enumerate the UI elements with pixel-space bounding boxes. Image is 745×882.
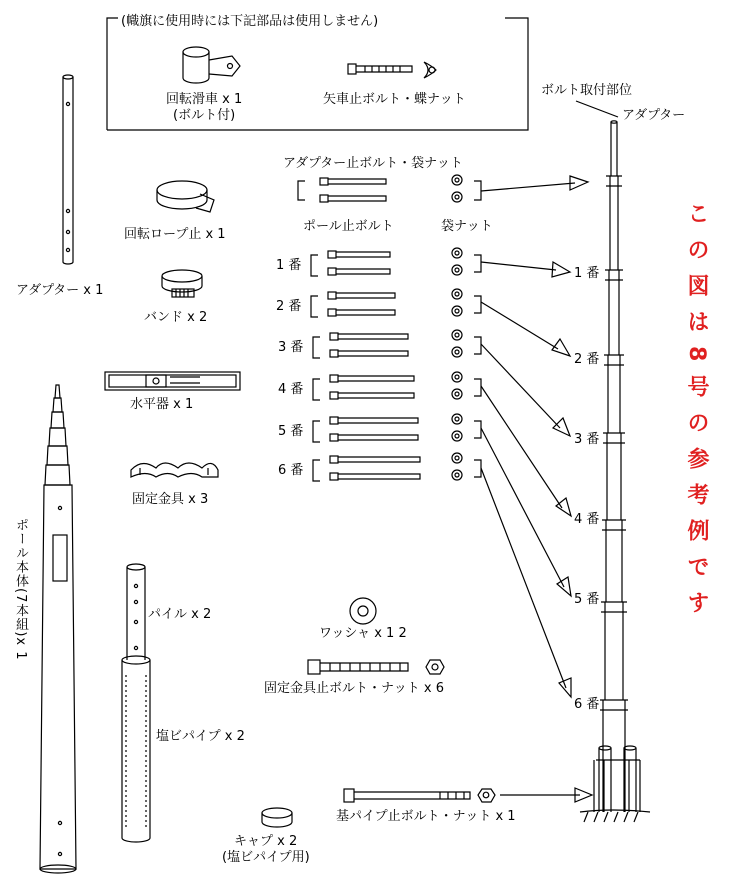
pvc-pipe-label: 塩ビパイプ x 2 [156, 729, 245, 744]
spirit-level-icon [105, 372, 240, 390]
washer-label: ワッシャ x 1 2 [319, 626, 407, 641]
pole-bolt-row-6 [313, 453, 571, 697]
pole-pos-1: 1 番 [574, 266, 600, 281]
assembled-pole-icon [576, 101, 650, 822]
pole-bolt-row-4 [313, 372, 571, 516]
adapter-bolts-icon [298, 175, 588, 202]
fix-bracket-icon [131, 463, 218, 477]
base-bolt-arrow [500, 788, 592, 802]
band-icon [162, 270, 202, 297]
fix-bolt-label: 固定金具止ボルト・ナット x 6 [264, 681, 444, 696]
bolt-row-label-3: 3 番 [278, 340, 304, 355]
pole-bolt-row-1 [311, 248, 570, 277]
pole-adapter-label: アダプター [622, 108, 686, 123]
bolt-row-label-4: 4 番 [278, 382, 304, 397]
cap-icon [262, 808, 292, 827]
bolt-row-label-5: 5 番 [278, 424, 304, 439]
cap-note: (塩ビパイプ用) [222, 850, 310, 865]
adapter-label: アダプター x 1 [16, 283, 104, 298]
rope-stop-label: 回転ロープ止 x 1 [124, 227, 226, 242]
swivel-pulley-icon [183, 47, 240, 83]
pole-pos-5: 5 番 [574, 592, 600, 607]
pole-bolt-row-5 [313, 414, 571, 596]
pile-label: パイル x 2 [148, 607, 212, 622]
bolt-row-label-6: 6 番 [278, 463, 304, 478]
pole-body-icon [40, 385, 76, 873]
rope-stop-icon [157, 181, 214, 212]
arrow-bolt-icon [348, 62, 436, 78]
pvc-pipe-icon [122, 656, 150, 842]
bolt-row-label-1: 1 番 [276, 258, 302, 273]
pole-pos-3: 3 番 [574, 432, 600, 447]
cap-label: キャプ x 2 [234, 834, 298, 849]
pole-pos-4: 4 番 [574, 512, 600, 527]
pole-bolt-row-3 [313, 330, 570, 436]
header-note: (幟旗に使用時には下記部品は使用しません) [118, 10, 381, 29]
cap-nut-header: 袋ナット [441, 219, 493, 234]
pole-body-label: ポール本体(7本組)x 1 [13, 518, 28, 661]
base-bolt-icon [344, 789, 495, 802]
swivel-pulley-note: (ボルト付) [173, 108, 236, 123]
fix-bolt-icon [308, 660, 444, 674]
adapter-bolt-label: アダプター止ボルト・袋ナット [283, 156, 463, 171]
washer-icon [350, 598, 376, 624]
bolt-row-label-2: 2 番 [276, 299, 302, 314]
excluded-parts-bracket [107, 18, 528, 130]
level-label: 水平器 x 1 [130, 397, 194, 412]
swivel-pulley-label: 回転滑車 x 1 [166, 92, 243, 107]
mount-title: ボルト取付部位 [541, 83, 633, 98]
band-label: バンド x 2 [144, 310, 208, 325]
adapter-icon [63, 75, 73, 264]
pole-pos-2: 2 番 [574, 352, 600, 367]
pole-bolt-row-2 [311, 289, 570, 356]
arrow-bolt-label: 矢車止ボルト・蝶ナット [323, 92, 466, 107]
pile-icon [127, 564, 145, 660]
pole-pos-6: 6 番 [574, 697, 600, 712]
pole-bolt-header: ポール止ボルト [303, 219, 394, 234]
fix-bracket-label: 固定金具 x 3 [132, 492, 209, 507]
base-bolt-label: 基パイプ止ボルト・ナット x 1 [336, 809, 516, 824]
reference-note-red: この図は8号の参考例です [684, 202, 709, 628]
